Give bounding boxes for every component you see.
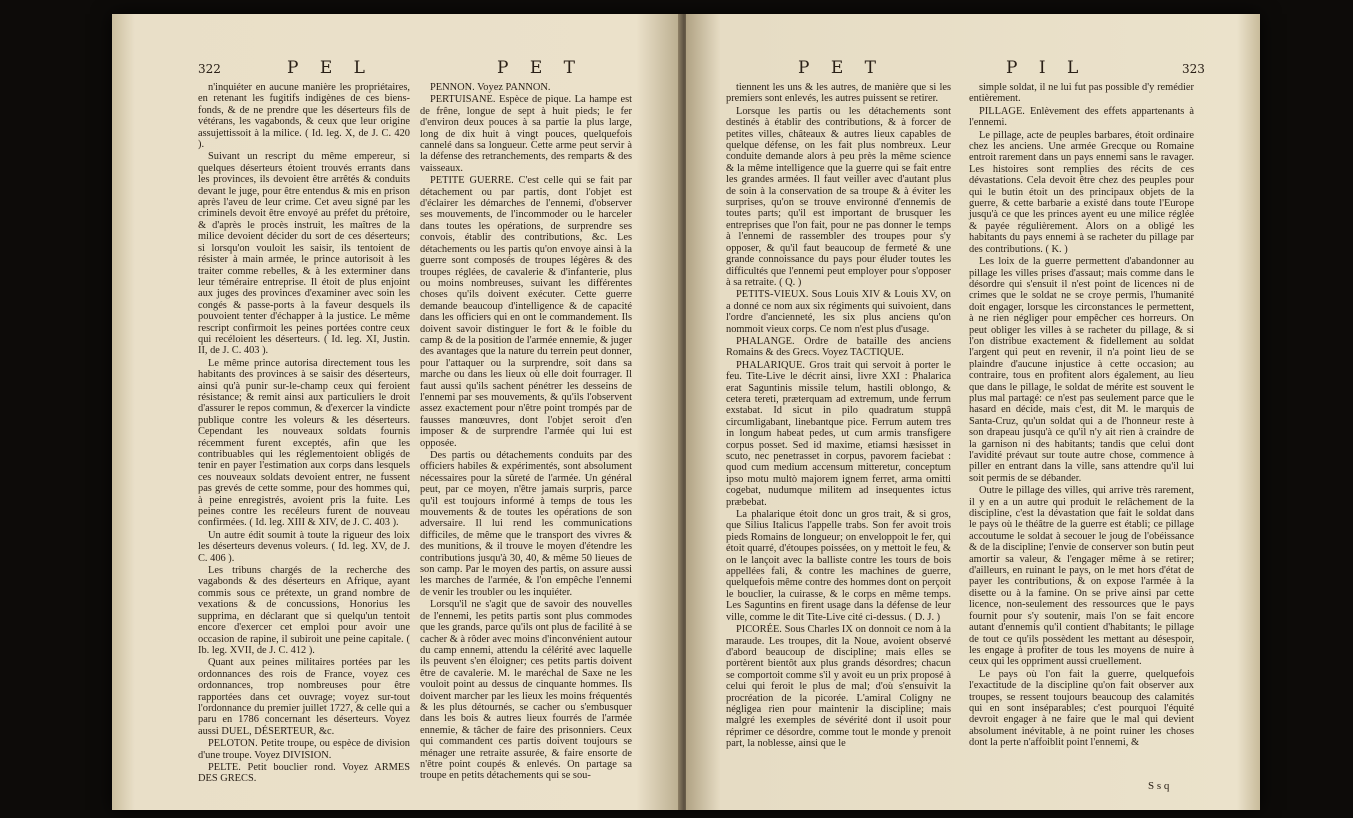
paragraph: La phalarique étoit donc un gros trait, & si gros, que Silius Italicus l'appelle trabs. Son fer avoit trois pieds Romains de longueur; on enveloppoit le fer, qui étoit quarré, d'étoupes poissées, on y mettoit le feu, & on le lançoit avec la balliste contre les tours de bois appellées fali, & contre les machines de guerre, quelquefois même contre des hommes dont on perçoit le bouclier, la cuirasse, & le corps en même temps. Les Saguntins en firent usage dans la défense de leur ville, comme le dit Tite-Live cité ci-dessus. ( D. J. ) (726, 509, 951, 623)
signature-mark: S s q (1148, 780, 1170, 792)
right-column-2 (969, 82, 1194, 749)
paragraph: simple soldat, il ne lui fut pas possible d'y remédier entièrement. (969, 82, 1194, 105)
right-running-head-2: P I L (1006, 58, 1087, 78)
paragraph: Suivant un rescript du même empereur, si quelques déserteurs étoient trouvés errants dans les provinces, ils devoient être arrêtés & conduits devant le juge, pour être entendus & mis en prison après l'aveu de leur crime. Cet aveu signé par les criminels devoit être envoyé au préfet du prétoire, & d'après le procès instruit, les maîtres de la milice devoient décider du sort de ces déserteurs; si lorsqu'on vouloit les saisir, ils tentoient de résister à main armée, le prince autorisoit à les traiter comme rebelles, & à les exterminer dans leur téméraire entreprise. Il étoit de plus enjoint aux juges des provinces d'examiner avec soin les congés & passe-ports à la faveur desquels ils pouvoient tenter d'échapper à la justice. Le même rescript confirmoit les peines portées contre ceux qui recéloient les déserteurs. ( Id. leg. XI, Justin. II, de J. C. 403 ). (198, 151, 410, 357)
left-page (112, 14, 682, 810)
paragraph: Des partis ou détachements conduits par des officiers habiles & expérimentés, sont absolument nécessaires pour la sûreté de l'armée. Un général peut, par ce moyen, n'être jamais surpris, parce qu'il est toujours informé à temps de tous les mouvements & de toutes les opérations de son adversaire. Il lui rend les communications difficiles, de même que le transport des vivres & des munitions, & il trouve le moyen d'étendre les contributions jusqu'à 30, 40, & même 50 lieues de son camp. Par le moyen des partis, on assure aussi les marches de l'armée, & l'on empêche l'ennemi de venir les troubler ou les inquiéter. (420, 450, 632, 598)
paragraph: PELOTON. Petite troupe, ou espèce de division d'une troupe. Voyez DIVISION. (198, 738, 410, 761)
right-running-head-1: P E T (798, 58, 884, 78)
paragraph: Le pays où l'on fait la guerre, quelquefois l'exactitude de la discipline qu'on fait observer aux troupes, se ressent toujours beaucoup des calamités qui en sont inséparables; c'est pourquoi l'équité devroit engager à ne faire que le mal qui devient absolument inévitable, à ne point ruiner les choses dont la perte n'affoiblit point l'ennemi, & (969, 668, 1194, 749)
right-column-1 (726, 82, 951, 750)
open-book (112, 14, 1260, 810)
paragraph: PICORÉE. Sous Charles IX on donnoit ce nom à la maraude. Les troupes, dit la Noue, avoient observé d'abord beaucoup de discipline; mais elles se portèrent bientôt aux plus grands désordres; chacun se comportoit comme s'il y avoit eu un prix proposé à celui qui feroit le plus de mal; d'où s'ensuivit la procréation de la picorée. L'amiral Coligny ne négligea rien pour maintenir la discipline; mais malgré les exemples de sévérité dont il usoit pour réprimer ce désordre, comme tout le monde y prenoit part, la noblesse, ainsi que le (726, 624, 951, 750)
left-column-1 (198, 82, 410, 785)
paragraph: tiennent les uns & les autres, de manière que si les premiers sont enlevés, les autres puissent se retirer. (726, 82, 951, 105)
right-folio: 323 (1182, 62, 1205, 76)
paragraph: Quant aux peines militaires portées par les ordonnances des rois de France, voyez ces ordonnances, trop nombreuses pour être rapportées dans cet ouvrage; voyez sur-tout l'ordonnance du premier juillet 1727, & celle qui a paru en 1786 concernant les déserteurs. Voyez aussi DUEL, DÉSERTEUR, &c. (198, 657, 410, 737)
left-folio: 322 (198, 62, 221, 76)
paragraph: Les tribuns chargés de la recherche des vagabonds & des déserteurs en Afrique, ayant commis sous ce prétexte, un grand nombre de vexations & de concussions, Honorius les supprima, en déclarant que si quelqu'un tentoit encore d'exercer cet emploi pour avoir une occasion de rapine, il subiroit une peine capitale. ( Ib. leg. XVII, de J. C. 412 ). (198, 565, 410, 656)
left-running-head-1: P E L (287, 58, 373, 78)
right-page (686, 14, 1260, 810)
paragraph: PENNON. Voyez PANNON. (430, 82, 551, 93)
paragraph: PERTUISANE. Espèce de pique. La hampe est de frêne, longue de sept à huit pieds; le fer d'environ deux pouces à sa partie la plus large, long de dix huit à vingt pouces, quelquefois cannelé dans sa longueur. Cette arme peut servir à la défense des retranchements, des remparts & des vaisseaux. (420, 94, 632, 174)
paragraph: PETITE GUERRE. C'est celle qui se fait par détachement ou par partis, dont l'objet est d'éclairer les démarches de l'ennemi, d'observer ses mouvements, de l'incommoder ou le harceler dans toutes les opérations, de surprendre ses convois, établir des contributions, &c. Les détachements ou les partis qu'on envoye ainsi à la guerre sont composés de troupes légères & des troupes réglées, de cavalerie & d'infanterie, plus ou moins nombreuses, suivant les différentes choses qu'ils doivent exécuter. Cette guerre demande beaucoup d'intelligence & de capacité dans les officiers qui en ont le commandement. Ils doivent savoir distinguer le fort & le foible du camp & de la position de l'armée ennemie, & juger des avantages que la nature du terrein peut donner, pour l'attaquer ou la surprendre, soit dans sa marche ou dans les lieux où elle doit fourrager. Il faut aussi qu'ils sachent pénétrer les desseins de l'ennemi par ses mouvements, & qu'ils l'observent assez exactement pour n'être point trompés par de fausses manœuvres, dont l'objet seroit d'en imposer & de surprendre l'armée qui lui est opposée. (420, 175, 632, 449)
paragraph: n'inquiéter en aucune manière les propriétaires, en retenant les fugitifs indigènes de ces biens-fonds, & de ne prendre que les déserteurs fils de vétérans, les vagabonds, & ceux que leur origine assujettissoit à la milice. ( Id. leg. X, de J. C. 420 ). (198, 82, 410, 151)
paragraph: PELTE. Petit bouclier rond. Voyez ARMES DES GRECS. (198, 761, 410, 785)
paragraph: Le pillage, acte de peuples barbares, étoit ordinaire chez les anciens. Une armée Grecque ou Romaine entroit rarement dans un pays ennemi sans le ravager. Les histoires sont remplies des récits de ces dévastations. Cela devoit être chez des peuples pour qui le butin étoit un des principaux objets de la guerre, & cette barbarie a existé dans toute l'Europe jusqu'à ce que les princes ayent eu une milice réglée & payée régulièrement. Alors on a obligé les habitants du pays ennemi à se racheter du pillage par des contributions. ( K. ) (969, 129, 1194, 255)
paragraph: Les loix de la guerre permettent d'abandonner au pillage les villes prises d'assaut; mais comme dans le désordre qui s'ensuit il n'est point de licences ni de crimes que le soldat ne se croye permis, l'humanité doit engager, lorsque les circonstances le permettent, à ne rien négliger pour empêcher ces horreurs. On peut obliger les villes à se racheter du pillage, & si l'on distribue exactement & fidellement au soldat l'argent qui peut en revenir, il n'a point lieu de se plaindre d'aucune injustice à cette occasion; au contraire, tous en profitent alors également, au lieu que dans le pillage, le soldat de mérite est souvent le plus mal partagé: ce n'est pas seulement parce que le hasard en décide, mais c'est, dit M. le marquis de Santa-Cruz, qu'un soldat qui a de l'honneur reste à son drapeau jusqu'à ce qu'il n'y ait rien à craindre de la garnison ni des habitants; tandis que celui dont l'avidité prévaut sur toute autre chose, commence à piller en entrant dans la ville, sans attendre qu'il lui soit permis de se débander. (969, 256, 1194, 484)
paragraph: Le même prince autorisa directement tous les habitants des provinces à se saisir des déserteurs, ainsi qu'à punir sur-le-champ ceux qui feroient résistance; & remit ainsi aux particuliers le droit d'assurer le repos commun, & d'exercer la vindicte publique contre les voleurs & les déserteurs. Cependant les nouveaux soldats fournis récemment furent exceptés, afin que les contribuables qui les réglementoient obligés de tenir en payer l'estimation aux corps dans lesquels ces nouveaux soldats devoient entrer, ne fussent pas grevés de cette somme, pour des hommes qui, à peine enregistrés, avoient pris la fuite. Les peines contre les recéleurs furent de nouveau confirmées. ( Id. leg. XIII & XIV, de J. C. 403 ). (198, 357, 410, 529)
paragraph: Lorsque les partis ou les détachements sont destinés à établir des contributions, & à forcer de petites villes, châteaux & autres lieux capables de quelque défense, on les fait plus nombreux. Leur conduite demande alors à peu près la même science & la même intelligence que la guerre qui se fait entre les grandes armées. Il faut veiller avec d'autant plus de soin à la conservation de sa troupe & à éviter les surprises, qu'on se trouve environné d'ennemis de toutes parts; qu'il est important de brusquer les entreprises que l'on fait, pour ne pas donner le temps à l'ennemi de rassembler des troupes pour s'y opposer, & qu'il faut beaucoup de fermeté & une grande connoissance du pays pour éluder toutes les difficultés que l'ennemi peut employer pour s'opposer à sa retraite. ( Q. ) (726, 105, 951, 288)
paragraph: Outre le pillage des villes, qui arrive très rarement, il y en a un autre qui produit le relâchement de la discipline, c'est la dévastation que fait le soldat dans le pays où le théâtre de la guerre est établi; ce pillage accoutume le soldat à secouer le joug de l'obéissance & de la discipline; l'envie de conserver son butin peut amortir sa valeur, & l'engager même à se retirer; d'ailleurs, en ruinant le pays, on le met hors d'état de payer les contributions, & on expose l'armée à la disette ou à la famine. On se prive ainsi par cette licence, non-seulement des ressources que le pays fournit pour s'y soutenir, mais l'on se fait encore autant d'ennemis qu'il contient d'habitants; le pillage de tout ce qu'ils possèdent les mettant au désespoir, les engage à profiter de tous les moyens de nuire à ceux qui les oppriment aussi cruellement. (969, 485, 1194, 668)
paragraph: PHALARIQUE. Gros trait qui servoit à porter le feu. Tite-Live le décrit ainsi, livre XXI : Phalarica erat Saguntinis missile telum, hastili oblongo, & cetera tereti, præterquam ad extremum, unde ferrum exstabat. Id sicut in pilo quadratum stuppâ circumligabant, linebantque pice. Ferrum autem tres in longum habeat pedes, ut cum armis transfigere corpus posset. Sed id maxime, etiamsi hæsisset in scuto, nec penetrasset in corpus, pavorem faciebat : quod cum medium accensum mitteretur, conceptum ipso motu multò majorem ignem ferret, arma omitti cogebat, nudumque militem ad insequentes ictus præbebat. (726, 359, 951, 508)
paragraph: PILLAGE. Enlèvement des effets appartenants à l'ennemi. (969, 105, 1194, 129)
left-column-2 (420, 82, 632, 782)
left-running-head-2: P E T (497, 58, 583, 78)
paragraph: Lorsqu'il ne s'agit que de savoir des nouvelles de l'ennemi, les petits partis sont plus commodes que les grands, parce qu'ils ont plus de facilité à se cacher & à rôder avec moins d'inconvénient autour du camp ennemi, attendu la célérité avec laquelle ils peuvent s'en éloigner; ces petits partis doivent être de cavalerie. M. le maréchal de Saxe ne les vouloit point au dessus de cinquante hommes. Ils doivent marcher par les lieux les moins fréquentés & les plus détournés, se cacher ou s'embusquer dans les bois & autres lieux fourrés de l'armée ennemie, & tâcher de faire des prisonniers. Ceux qui commandent ces partis doivent toujours se ménager une retraite assurée, & faire ensorte de n'être point coupés & enlevés. On partage sa troupe en petits détachements qui se sou- (420, 599, 632, 782)
paragraph: PHALANGE. Ordre de bataille des anciens Romains & des Grecs. Voyez TACTIQUE. (726, 335, 951, 359)
paragraph: PETITS-VIEUX. Sous Louis XIV & Louis XV, on a donné ce nom aux six régiments qui suivoient, dans l'ordre d'ancienneté, les six plus anciens qu'on nommoit vieux corps. Ce nom n'est plus d'usage. (726, 289, 951, 335)
paragraph: Un autre édit soumit à toute la rigueur des loix les déserteurs devenus voleurs. ( Id. leg. XV, de J. C. 406 ). (198, 529, 410, 564)
